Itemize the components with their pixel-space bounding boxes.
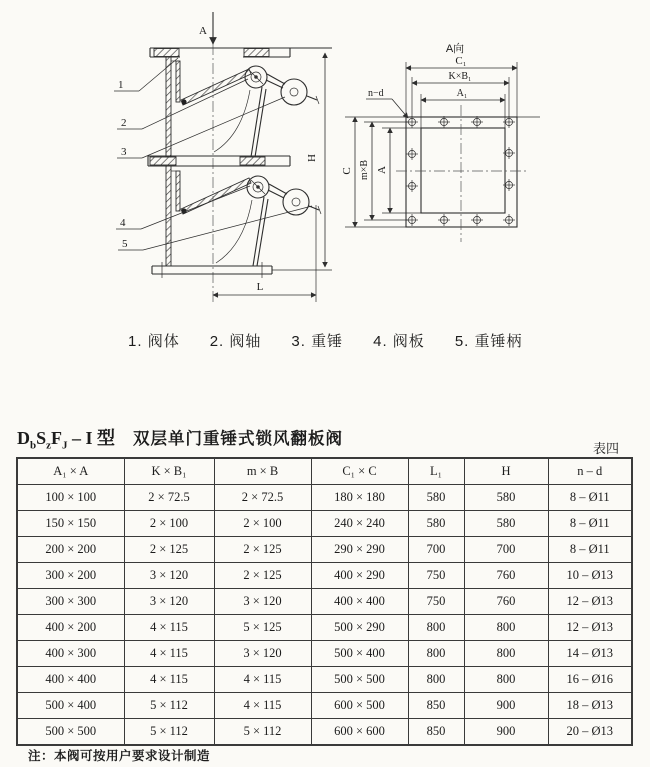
table-cell: 750 xyxy=(408,589,464,615)
dim-label-A1: A₁ xyxy=(456,88,468,99)
table-cell: 850 xyxy=(408,693,464,719)
table-cell: 2 × 125 xyxy=(214,537,311,563)
table-row xyxy=(17,589,632,615)
section-heading xyxy=(17,424,343,452)
table-cell: 400 × 200 xyxy=(17,615,124,641)
table-cell: 4 × 115 xyxy=(124,615,214,641)
table-cell: 5 × 125 xyxy=(214,615,311,641)
table-cell: 400 × 290 xyxy=(311,563,408,589)
col-header: H xyxy=(464,458,548,485)
table-row xyxy=(17,667,632,693)
table-cell: 14 – Ø13 xyxy=(548,641,632,667)
table-cell: 800 xyxy=(408,641,464,667)
table-cell: 400 × 300 xyxy=(17,641,124,667)
col-header: C₁ × C xyxy=(311,458,408,485)
table-cell: 600 × 600 xyxy=(311,719,408,746)
table-cell: 2 × 72.5 xyxy=(124,485,214,511)
col-header: m × B xyxy=(214,458,311,485)
table-cell: 800 xyxy=(408,615,464,641)
valve-technical-drawing xyxy=(0,0,650,320)
legend-item: 5. 重锤柄 xyxy=(454,333,523,350)
counterweight-upper xyxy=(281,79,307,105)
table-cell: 8 – Ø11 xyxy=(548,511,632,537)
table-cell: 580 xyxy=(408,511,464,537)
flap-plate-lower xyxy=(181,178,251,214)
col-header: A₁ × A xyxy=(17,458,124,485)
dim-label-C1: C₁ xyxy=(455,55,467,67)
table-cell: 400 × 400 xyxy=(311,589,408,615)
table-cell: 5 × 112 xyxy=(124,719,214,746)
page-title: 双层单门重锤式锁风翻板阀 xyxy=(133,430,344,448)
dim-label-mB: m×B xyxy=(359,159,370,181)
table-row xyxy=(17,485,632,511)
table-cell: 3 × 120 xyxy=(214,589,311,615)
table-cell: 700 xyxy=(464,537,548,563)
col-header: n – d xyxy=(548,458,632,485)
table-cell: 3 × 120 xyxy=(124,589,214,615)
table-cell: 580 xyxy=(408,485,464,511)
view-arrow-label: A xyxy=(199,25,207,37)
valve-body-wall xyxy=(166,166,171,266)
table-cell: 3 × 120 xyxy=(214,641,311,667)
table-cell: 100 × 100 xyxy=(17,485,124,511)
legend-item: 2. 阀轴 xyxy=(209,333,262,350)
table-cell: 750 xyxy=(408,563,464,589)
part-label-2: 2 xyxy=(121,117,127,129)
table-cell: 300 × 200 xyxy=(17,563,124,589)
legend-item: 3. 重锤 xyxy=(291,333,344,350)
flange-outline xyxy=(406,117,517,227)
table-cell: 900 xyxy=(464,719,548,746)
model-designation: $D_bS_zF_J$ – I 型 xyxy=(17,428,116,452)
parts-legend xyxy=(128,330,523,351)
table-cell: 500 × 500 xyxy=(311,667,408,693)
table-cell: 850 xyxy=(408,719,464,746)
table-row xyxy=(17,511,632,537)
table-cell: 800 xyxy=(408,667,464,693)
table-cell: 800 xyxy=(464,667,548,693)
table-cell: 600 × 500 xyxy=(311,693,408,719)
table-row xyxy=(17,641,632,667)
table-cell: 10 – Ø13 xyxy=(548,563,632,589)
table-row xyxy=(17,615,632,641)
table-cell: 4 × 115 xyxy=(214,693,311,719)
section-view xyxy=(114,12,332,302)
table-cell: 12 – Ø13 xyxy=(548,615,632,641)
table-cell: 5 × 112 xyxy=(124,693,214,719)
table-ref-label: 表四 xyxy=(593,441,620,456)
table-cell: 760 xyxy=(464,589,548,615)
table-row xyxy=(17,693,632,719)
top-view xyxy=(341,41,540,242)
table-cell: 500 × 500 xyxy=(17,719,124,746)
table-cell: 700 xyxy=(408,537,464,563)
table-cell: 4 × 115 xyxy=(214,667,311,693)
table-row xyxy=(17,537,632,563)
table-cell: 3 × 120 xyxy=(124,563,214,589)
table-header-row xyxy=(17,458,632,485)
table-cell: 800 xyxy=(464,615,548,641)
table-cell: 150 × 150 xyxy=(17,511,124,537)
dim-label-H: H xyxy=(306,154,318,162)
view-A-label: A向 xyxy=(445,43,465,55)
col-header: K × B₁ xyxy=(124,458,214,485)
table-cell: 500 × 400 xyxy=(17,693,124,719)
part-label-4: 4 xyxy=(120,217,126,229)
table-cell: 800 xyxy=(464,641,548,667)
part-label-1: 1 xyxy=(118,79,124,91)
flange-hatch xyxy=(244,49,269,57)
table-row xyxy=(17,563,632,589)
table-cell: 180 × 180 xyxy=(311,485,408,511)
table-cell: 8 – Ø11 xyxy=(548,537,632,563)
table-cell: 20 – Ø13 xyxy=(548,719,632,746)
table-cell: 290 × 290 xyxy=(311,537,408,563)
table-cell: 400 × 400 xyxy=(17,667,124,693)
table-cell: 580 xyxy=(464,511,548,537)
flap-plate-upper xyxy=(181,69,251,105)
table-cell: 16 – Ø16 xyxy=(548,667,632,693)
table-cell: 18 – Ø13 xyxy=(548,693,632,719)
dim-label-A: A xyxy=(376,166,388,174)
table-cell: 240 × 240 xyxy=(311,511,408,537)
table-cell: 500 × 400 xyxy=(311,641,408,667)
table-cell: 2 × 125 xyxy=(214,563,311,589)
table-cell: 760 xyxy=(464,563,548,589)
table-cell: 4 × 115 xyxy=(124,641,214,667)
nd-leader-arrow xyxy=(392,99,408,118)
legend-item: 1. 阀体 xyxy=(128,333,180,350)
table-cell: 2 × 100 xyxy=(124,511,214,537)
table-cell: 500 × 290 xyxy=(311,615,408,641)
table-cell: 300 × 300 xyxy=(17,589,124,615)
part-label-3: 3 xyxy=(121,146,127,158)
table-cell: 200 × 200 xyxy=(17,537,124,563)
table-cell: 2 × 72.5 xyxy=(214,485,311,511)
model-suffix: – I 型 xyxy=(72,428,116,448)
table-cell: 900 xyxy=(464,693,548,719)
legend-item: 4. 阀板 xyxy=(373,333,425,350)
table-row xyxy=(17,719,632,746)
table-cell: 2 × 100 xyxy=(214,511,311,537)
duct-opening-outline xyxy=(421,128,505,213)
table-cell: 4 × 115 xyxy=(124,667,214,693)
table-cell: 8 – Ø11 xyxy=(548,485,632,511)
table-cell: 5 × 112 xyxy=(214,719,311,746)
table-cell: 12 – Ø13 xyxy=(548,589,632,615)
counterweight-lower xyxy=(283,189,309,215)
valve-body-wall xyxy=(166,57,171,157)
part-label-5: 5 xyxy=(122,238,128,250)
table-cell: 2 × 125 xyxy=(124,537,214,563)
table-cell: 580 xyxy=(464,485,548,511)
flange-hatch xyxy=(154,49,179,57)
dim-label-nd: n−d xyxy=(368,88,384,99)
dim-label-KB1: K×B₁ xyxy=(448,71,472,82)
dimension-table xyxy=(16,457,633,746)
footnote: 注：本阀可按用户要求设计制造 xyxy=(28,749,211,763)
col-header: L₁ xyxy=(408,458,464,485)
dim-label-C: C xyxy=(341,167,353,175)
dim-label-L: L xyxy=(256,281,264,293)
